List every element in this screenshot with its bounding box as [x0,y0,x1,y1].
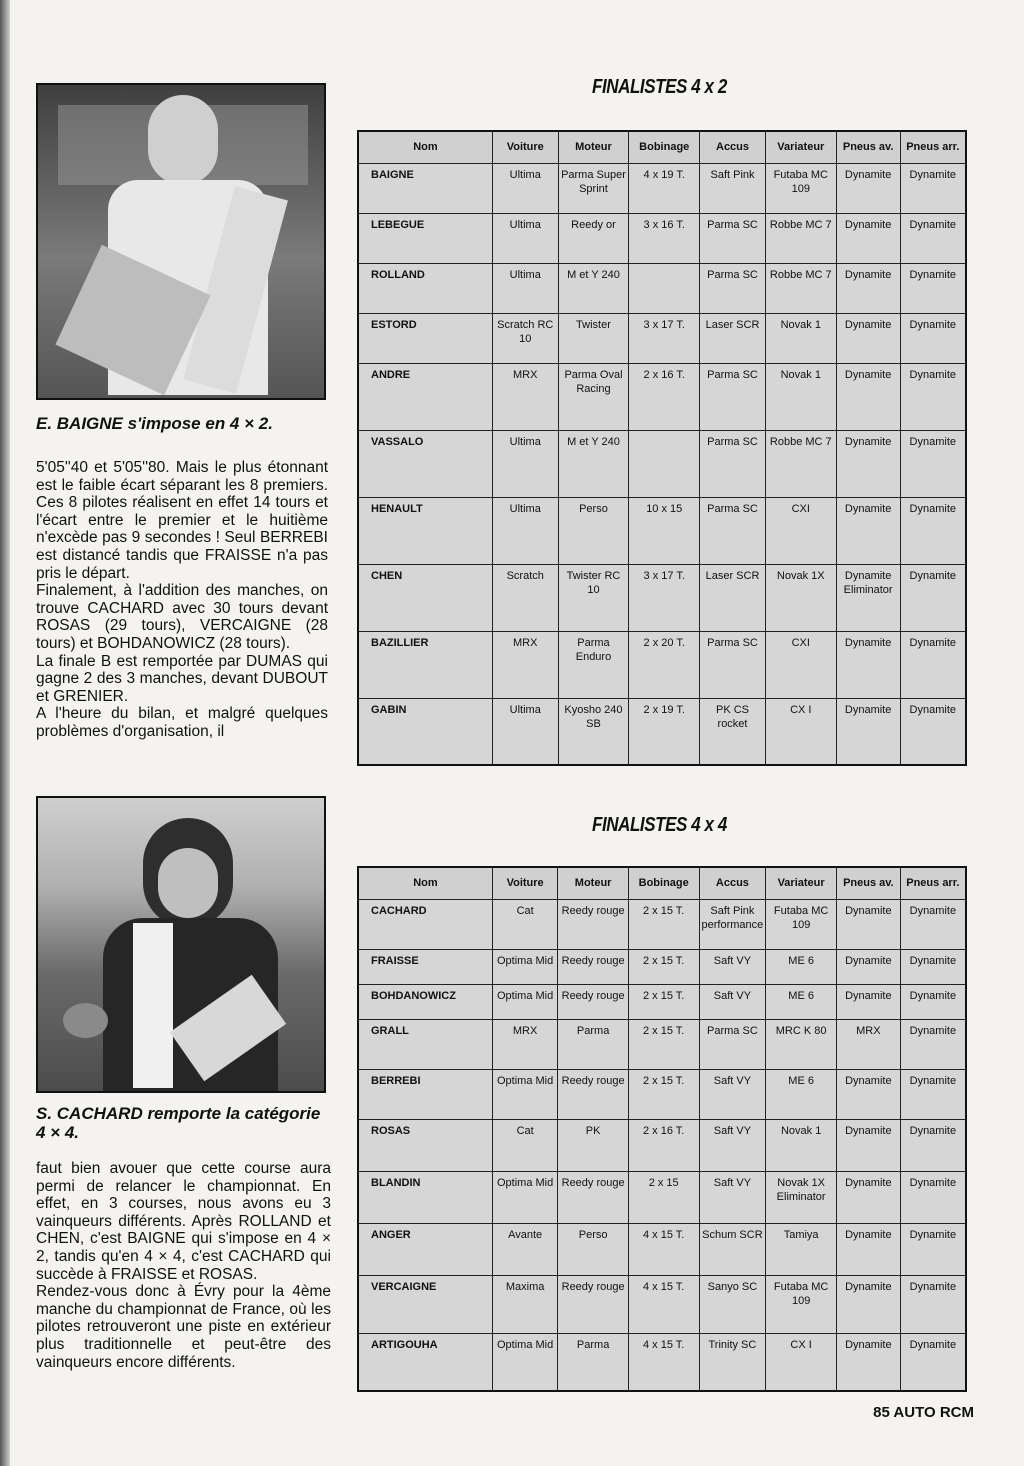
table-cell: 4 x 19 T. [629,163,700,213]
table-cell: Avante [492,1223,558,1275]
table-cell: Dynamite [836,313,900,363]
column-header: Voiture [492,131,558,163]
table-cell: Futaba MC 109 [766,1275,837,1333]
column-header: Nom [358,867,492,899]
table-cell: 2 x 15 T. [628,899,699,949]
table-cell: Optima Mid [492,984,558,1019]
table-cell: 4 x 15 T. [628,1333,699,1391]
table-cell: Ultima [492,213,558,263]
table-cell: Dynamite [900,698,966,765]
table-cell: Optima Mid [492,1171,558,1223]
table-cell: Robbe MC 7 [765,263,836,313]
table2-title: FINALISTES 4 x 4 [592,814,727,836]
paragraph: A l'heure du bilan, et malgré quelques problèmes d'organisation, il [36,705,328,740]
driver-name-cell: CACHARD [358,899,492,949]
table-cell: Dynamite [836,1333,900,1391]
table-cell: Schum SCR [699,1223,766,1275]
table-cell: PK CS rocket [700,698,766,765]
driver-name-cell: ANDRE [358,363,492,430]
table-cell: Parma SC [700,213,766,263]
column-header: Pneus arr. [900,131,966,163]
table-cell: ME 6 [766,984,837,1019]
table-cell: Dynamite [900,899,966,949]
paragraph: La finale B est remportée par DUMAS qui gagne 2 des 3 manches, devant DUBOUT et GRENIER. [36,652,328,705]
table-cell: Dynamite [900,213,966,263]
table-cell: 2 x 19 T. [629,698,700,765]
table-cell: Robbe MC 7 [765,430,836,497]
table-cell: Dynamite [900,1223,966,1275]
table-row [358,430,966,497]
column-header: Nom [358,131,492,163]
table-cell: Parma SC [699,1019,766,1069]
table-cell: 3 x 16 T. [629,213,700,263]
table-cell: Robbe MC 7 [765,213,836,263]
table-cell: Dynamite [900,1019,966,1069]
table-cell: Reedy rouge [558,899,628,949]
column-header: Pneus av. [836,131,900,163]
table-cell: Sanyo SC [699,1275,766,1333]
table-cell: Dynamite [900,1069,966,1119]
driver-name-cell: ANGER [358,1223,492,1275]
table-cell: Dynamite [900,263,966,313]
driver-name-cell: FRAISSE [358,949,492,984]
table-cell: Reedy rouge [558,984,628,1019]
table-cell: 2 x 15 T. [628,949,699,984]
table-row [358,1275,966,1333]
table-cell: Perso [558,1223,628,1275]
column-header: Pneus av. [836,867,900,899]
table-cell: Saft VY [699,1171,766,1223]
driver-name-cell: BOHDANOWICZ [358,984,492,1019]
table-row [358,631,966,698]
paragraph: Finalement, à l'addition des manches, on trouve CACHARD avec 30 tours devant ROSAS (29 tours), VERCAIGNE (28 tours) et BOHDANOWICZ (28 tours). [36,582,328,652]
table-cell: Dynamite [900,163,966,213]
driver-name-cell: HENAULT [358,497,492,564]
column-header: Accus [700,131,766,163]
table-cell: Dynamite [836,363,900,430]
table-cell: Kyosho 240 SB [558,698,629,765]
table-cell: Scratch RC 10 [492,313,558,363]
table-row [358,564,966,631]
driver-name-cell: ROSAS [358,1119,492,1171]
table-cell: 3 x 17 T. [629,564,700,631]
table-cell: 2 x 16 T. [628,1119,699,1171]
paragraph: faut bien avouer que cette course aura permi de relancer le championnat. En effet, en 3 courses, nous avons eu 3 vainqueurs différents. Après ROLLAND et CHEN, c'est BAIGNE qui s'impose en 4 × 2, tandis qu'en 4 × 4, c'est CACHARD qui succède à FRAISSE et ROSAS. [36,1160,331,1283]
table-cell: Dynamite [900,497,966,564]
table-cell: 3 x 17 T. [629,313,700,363]
table-cell: 2 x 15 T. [628,984,699,1019]
binding-edge [0,0,10,1466]
table-cell: Parma SC [700,263,766,313]
table-cell: Reedy or [558,213,629,263]
table-cell: Dynamite [836,163,900,213]
table-finalistes-4x2 [357,130,967,766]
table-cell: CXI [765,631,836,698]
table-cell: Dynamite [900,1171,966,1223]
table-cell: Parma [558,1019,628,1069]
table-row [358,1333,966,1391]
table-cell: Novak 1X [765,564,836,631]
table-cell: CX I [765,698,836,765]
table-cell: 10 x 15 [629,497,700,564]
table-cell: Parma Oval Racing [558,363,629,430]
table-cell: Dynamite [836,263,900,313]
table-cell: Dynamite [900,1119,966,1171]
table-cell: Novak 1 [765,363,836,430]
table-cell: Parma SC [700,363,766,430]
photo-cachard [36,796,326,1093]
driver-name-cell: BAZILLIER [358,631,492,698]
driver-name-cell: GABIN [358,698,492,765]
table-cell: Twister RC 10 [558,564,629,631]
table-cell: MRX [492,363,558,430]
table-cell: Dynamite [836,1119,900,1171]
table-row [358,313,966,363]
table-cell: Saft Pink performance [699,899,766,949]
table-cell: Novak 1 [766,1119,837,1171]
text-block-2 [36,1160,331,1371]
table-row [358,263,966,313]
column-header: Pneus arr. [900,867,966,899]
table-cell: 2 x 15 T. [628,1019,699,1069]
table-cell: 2 x 16 T. [629,363,700,430]
table-cell: Laser SCR [700,313,766,363]
table-cell: Dynamite [836,1069,900,1119]
table-cell: PK [558,1119,628,1171]
column-header: Bobinage [629,131,700,163]
table-row [358,984,966,1019]
table-cell: Dynamite [836,899,900,949]
table-cell: Parma SC [700,430,766,497]
table-cell: Dynamite [836,430,900,497]
table-cell: ME 6 [766,949,837,984]
table-cell [629,430,700,497]
table-cell: Scratch [492,564,558,631]
column-header: Bobinage [628,867,699,899]
table-row [358,497,966,564]
table-cell: Novak 1X Eliminator [766,1171,837,1223]
table-cell: Ultima [492,163,558,213]
table-cell: CX I [766,1333,837,1391]
photo1-caption: E. BAIGNE s'impose en 4 × 2. [36,414,273,433]
table-cell: Reedy rouge [558,1069,628,1119]
table-row [358,1171,966,1223]
table-cell: Laser SCR [700,564,766,631]
table-cell [629,263,700,313]
table-cell: 2 x 20 T. [629,631,700,698]
table-cell: Dynamite [836,949,900,984]
table-cell: Dynamite [836,1171,900,1223]
table-cell: Dynamite [900,1333,966,1391]
table-cell: M et Y 240 [558,263,629,313]
table-cell: Dynamite [836,984,900,1019]
driver-name-cell: BLANDIN [358,1171,492,1223]
text-block-1 [36,459,328,741]
photo-baigne [36,83,326,400]
table-row [358,213,966,263]
table-cell: Parma SC [700,497,766,564]
column-header: Moteur [558,131,629,163]
table-row [358,949,966,984]
table-cell: 2 x 15 T. [628,1069,699,1119]
table-row [358,163,966,213]
table-cell: Novak 1 [765,313,836,363]
table-cell: Futaba MC 109 [765,163,836,213]
table-cell: M et Y 240 [558,430,629,497]
table-cell: Ultima [492,430,558,497]
paragraph: Rendez-vous donc à Évry pour la 4ème manche du championnat de France, où les pilotes retrouveront une piste en extérieur plus traditionnelle et peut-être des vainqueurs encore différents. [36,1283,331,1371]
driver-name-cell: VERCAIGNE [358,1275,492,1333]
table-cell: MRX [492,1019,558,1069]
column-header: Moteur [558,867,628,899]
table-cell: Optima Mid [492,1069,558,1119]
table-cell: 2 x 15 [628,1171,699,1223]
table-cell: Cat [492,1119,558,1171]
table-cell: ME 6 [766,1069,837,1119]
table-row [358,1223,966,1275]
table-cell: Dynamite [900,1275,966,1333]
driver-name-cell: ROLLAND [358,263,492,313]
driver-name-cell: CHEN [358,564,492,631]
table-cell: MRC K 80 [766,1019,837,1069]
table-cell: Maxima [492,1275,558,1333]
table-cell: Dynamite [900,363,966,430]
table-row [358,899,966,949]
driver-name-cell: GRALL [358,1019,492,1069]
table-cell: Reedy rouge [558,949,628,984]
table-cell: Perso [558,497,629,564]
table-cell: Saft VY [699,984,766,1019]
table-cell: Dynamite [836,631,900,698]
table-cell: Twister [558,313,629,363]
driver-name-cell: BAIGNE [358,163,492,213]
table-cell: Tamiya [766,1223,837,1275]
table-cell: Parma Super Sprint [558,163,629,213]
table-cell: Futaba MC 109 [766,899,837,949]
table-cell: Dynamite [900,949,966,984]
table-cell: Reedy rouge [558,1275,628,1333]
column-header: Voiture [492,867,558,899]
table-cell: Optima Mid [492,1333,558,1391]
table-cell: Saft VY [699,949,766,984]
page-footer: 85 AUTO RCM [873,1404,974,1421]
table-cell: Saft Pink [700,163,766,213]
table-cell: Dynamite [836,213,900,263]
table-cell: Optima Mid [492,949,558,984]
table-cell: Saft VY [699,1119,766,1171]
table-cell: Dynamite [900,313,966,363]
table-cell: Ultima [492,698,558,765]
column-header: Accus [699,867,766,899]
table-cell: MRX [836,1019,900,1069]
table-finalistes-4x4 [357,866,967,1392]
table-cell: 4 x 15 T. [628,1275,699,1333]
table-cell: Dynamite [836,497,900,564]
table-cell: Dynamite [836,1275,900,1333]
table-row [358,698,966,765]
table-row [358,1119,966,1171]
table-row [358,1069,966,1119]
table-cell: MRX [492,631,558,698]
table1-header-row [358,131,966,163]
table1-title: FINALISTES 4 x 2 [592,76,727,98]
table-cell: Dynamite [900,430,966,497]
table-row [358,1019,966,1069]
table-cell: Dynamite [836,698,900,765]
table-cell: Ultima [492,263,558,313]
table-cell: Trinity SC [699,1333,766,1391]
column-header: Variateur [766,867,837,899]
driver-name-cell: LEBEGUE [358,213,492,263]
driver-name-cell: BERREBI [358,1069,492,1119]
table2-header-row [358,867,966,899]
table-cell: Saft VY [699,1069,766,1119]
table-cell: Dynamite [900,984,966,1019]
column-header: Variateur [765,131,836,163]
table-cell: 4 x 15 T. [628,1223,699,1275]
table-cell: Dynamite [900,631,966,698]
table-cell: Dynamite [836,1223,900,1275]
table-cell: Parma Enduro [558,631,629,698]
table-cell: Parma SC [700,631,766,698]
table-cell: Ultima [492,497,558,564]
driver-name-cell: ARTIGOUHA [358,1333,492,1391]
driver-name-cell: ESTORD [358,313,492,363]
table-cell: Dynamite [900,564,966,631]
photo2-caption: S. CACHARD remporte la catégorie 4 × 4. [36,1104,321,1142]
table-cell: CXI [765,497,836,564]
table-cell: Parma [558,1333,628,1391]
table-cell: Dynamite Eliminator [836,564,900,631]
paragraph: 5'05''40 et 5'05''80. Mais le plus étonnant est le faible écart séparant les 8 premiers. Ces 8 pilotes réalisent en effet 14 tours et l'écart entre le premier et le huitième n'excède pas 9 secondes ! Seul BERREBI est distancé tandis que FRAISSE n'a pas pris le départ. [36,459,328,582]
driver-name-cell: VASSALO [358,430,492,497]
table-row [358,363,966,430]
table-cell: Reedy rouge [558,1171,628,1223]
table-cell: Cat [492,899,558,949]
